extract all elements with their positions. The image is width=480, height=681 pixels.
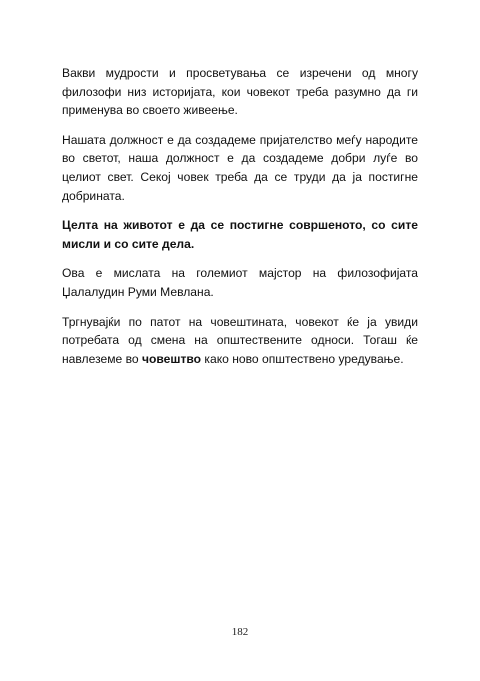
paragraph-3-emphasis: Целта на животот е да се постигне совршеното, со сите мисли и со сите дела. [62,218,418,251]
paragraph-2: Нашата должност е да создадеме пријателство меѓу народите во светот, наша должност е да создадеме добри луѓе во целиот свет. Секој човек треба да се труди да ја постигне добрината. [62,132,418,203]
paragraph-5 [62,313,418,369]
paragraph-5-text-after: како ново општествено уредување. [201,351,404,366]
paragraph-5-text-before: Тргнувајќи по патот на човештината, човекот ќе ја увиди потребата од смена на општествените односи. Тогаш ќе навлеземе во [62,314,418,366]
paragraph-1: Вакви мудрости и просветувања се изречени од многу филозофи низ историјата, кои човекот треба разумно да ги применува во своето живеење. [62,66,418,118]
page-body [62,64,418,379]
page-number: 182 [231,626,249,638]
paragraph-5-bold-term: човештво [141,351,202,366]
paragraph-4: Ова е мислата на големиот мајстор на филозофијата Џалалудин Руми Мевлана. [62,266,418,299]
